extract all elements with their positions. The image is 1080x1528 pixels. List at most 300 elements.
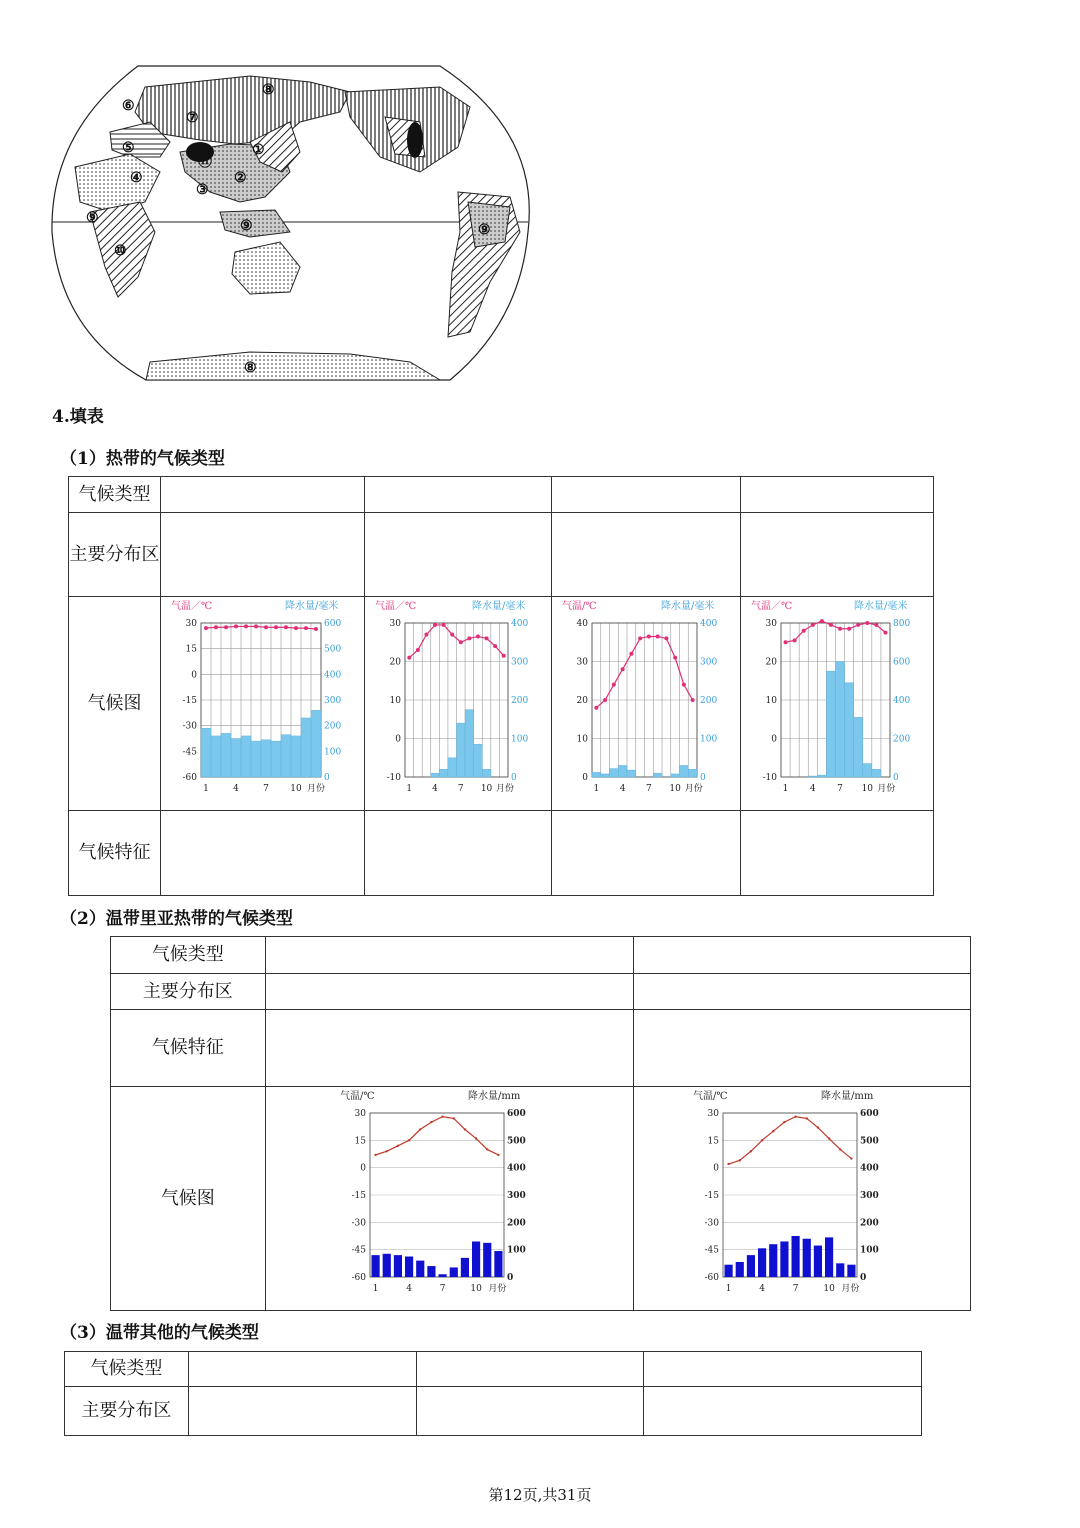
precip-bar — [845, 683, 854, 777]
row-label: 气候类型 — [65, 1352, 189, 1387]
month-tick-label: 4 — [619, 784, 626, 794]
precip-bar — [817, 775, 826, 777]
precip-bar — [484, 1243, 492, 1277]
temp-tick-label: -10 — [762, 773, 777, 783]
temp-point — [629, 652, 633, 656]
precip-bar — [271, 741, 281, 777]
climate-chart-cell — [741, 597, 934, 811]
precip-tick-label: 200 — [860, 1218, 879, 1229]
temp-point — [424, 633, 428, 637]
temp-tick-label: -45 — [704, 1245, 720, 1256]
temp-tick-label: 30 — [355, 1109, 367, 1119]
answer-cell[interactable] — [416, 1387, 644, 1436]
precip-bar — [618, 765, 627, 777]
temp-point — [850, 1157, 852, 1159]
temp-point — [204, 626, 208, 630]
temp-point — [450, 633, 454, 637]
precip-bar — [428, 1266, 436, 1277]
precip-bar — [736, 1262, 744, 1277]
temp-point — [498, 1154, 500, 1156]
precip-bar — [301, 718, 311, 777]
precip-tick-label: 0 — [860, 1273, 867, 1283]
temp-tick-label: 30 — [707, 1109, 720, 1119]
precip-bar — [610, 769, 619, 777]
temp-point — [442, 1115, 444, 1117]
temp-point — [304, 626, 308, 630]
temp-point — [485, 636, 489, 640]
precip-axis-label: 降水量/毫米 — [285, 601, 339, 612]
month-tick-label: 10 — [480, 784, 493, 794]
temp-axis-label: 气温／℃ — [171, 601, 213, 612]
map-marker: ⑥ — [122, 98, 135, 114]
temp-point — [656, 634, 660, 638]
climate-chart — [334, 1087, 564, 1305]
precip-bar — [836, 1263, 844, 1277]
answer-cell[interactable] — [644, 1352, 922, 1387]
precip-bar — [383, 1254, 391, 1277]
precip-tick-label: 300 — [511, 657, 529, 668]
part2-title: （2）温带里亚热带的气候类型 — [60, 909, 293, 929]
world-climate-map — [50, 62, 532, 384]
precip-bar — [372, 1255, 380, 1277]
answer-cell[interactable] — [188, 1387, 416, 1436]
precip-tick-label: 400 — [324, 670, 342, 681]
temp-point — [214, 625, 218, 629]
temp-tick-label: 40 — [576, 619, 589, 629]
answer-cell[interactable] — [188, 1352, 416, 1387]
temp-tick-label: 15 — [707, 1136, 720, 1147]
row-label: 气候图 — [111, 1087, 266, 1311]
climate-chart-cell — [161, 597, 365, 811]
precip-tick-label: 100 — [860, 1245, 879, 1256]
precip-bar — [231, 739, 241, 778]
precip-tick-label: 200 — [507, 1218, 527, 1229]
precip-bar — [792, 1236, 800, 1277]
answer-cell[interactable] — [365, 477, 552, 513]
precip-bar — [405, 1257, 413, 1278]
precip-bar — [847, 1265, 855, 1277]
temp-point — [802, 629, 806, 633]
temp-point — [806, 1117, 808, 1119]
precip-bar — [780, 1241, 788, 1277]
precip-bar — [474, 744, 483, 777]
precip-bar — [803, 1239, 811, 1277]
climate-chart — [365, 597, 550, 805]
temp-point — [612, 683, 616, 687]
precip-bar — [725, 1265, 733, 1277]
precip-bar — [281, 735, 291, 777]
temp-tick-label: 10 — [389, 696, 402, 706]
temp-point — [839, 1148, 841, 1150]
precip-bar — [601, 774, 610, 777]
map-marker: ⑪ — [198, 154, 212, 170]
temp-point — [784, 640, 788, 644]
temp-point — [856, 623, 860, 627]
temp-point — [442, 623, 446, 627]
month-tick-label: 7 — [837, 784, 843, 794]
temp-point — [829, 623, 833, 627]
temp-tick-label: 30 — [765, 619, 777, 629]
precip-tick-label: 500 — [507, 1136, 527, 1147]
temp-point — [795, 1115, 797, 1117]
row-label: 气候类型 — [69, 477, 161, 513]
page-footer: 第12页,共31页 — [488, 1486, 592, 1504]
precip-bar — [836, 662, 845, 778]
temp-tick-label: -45 — [351, 1245, 367, 1256]
precip-bar — [211, 736, 221, 777]
answer-cell[interactable] — [634, 1010, 971, 1087]
precip-bar — [826, 671, 835, 777]
month-tick-label: 1 — [203, 784, 209, 794]
temp-tick-label: -30 — [182, 721, 198, 732]
answer-cell[interactable] — [552, 811, 741, 896]
temp-point — [407, 656, 411, 660]
precip-bar — [311, 710, 321, 777]
month-axis-label: 月份 — [841, 1284, 860, 1294]
precip-tick-label: 500 — [324, 644, 342, 655]
row-label: 气候类型 — [111, 937, 266, 974]
temp-point — [408, 1139, 410, 1141]
temp-axis-label: 气温/℃ — [562, 601, 597, 612]
precip-tick-label: 100 — [324, 747, 342, 758]
answer-cell[interactable] — [552, 513, 741, 597]
precip-bar — [653, 773, 662, 777]
answer-cell[interactable] — [552, 477, 741, 513]
temp-point — [594, 706, 598, 710]
row-label: 气候特征 — [69, 811, 161, 896]
part1-title: （1）热带的气候类型 — [60, 449, 225, 469]
precip-tick-label: 0 — [893, 773, 899, 783]
answer-cell[interactable] — [741, 477, 934, 513]
temp-point — [793, 638, 797, 642]
temp-point — [682, 683, 686, 687]
temp-tick-label: 10 — [765, 696, 777, 706]
section-title: 4.填表 — [52, 407, 104, 427]
precip-tick-label: 400 — [507, 1163, 527, 1174]
map-marker: ④ — [130, 170, 143, 186]
precip-tick-label: 0 — [324, 773, 330, 783]
precip-bar — [417, 1261, 425, 1277]
month-tick-label: 7 — [263, 784, 269, 794]
temp-tick-label: -15 — [704, 1191, 720, 1201]
answer-cell[interactable] — [265, 1010, 634, 1087]
temp-tick-label: 30 — [389, 619, 402, 629]
precip-bar — [472, 1241, 480, 1277]
temp-tick-label: -30 — [704, 1218, 720, 1229]
temp-point — [838, 627, 842, 631]
precip-bar — [450, 1267, 458, 1277]
temp-tick-label: 30 — [576, 657, 589, 668]
temp-point — [475, 1137, 477, 1139]
row-label: 主要分布区 — [65, 1387, 189, 1436]
precip-bar — [461, 1258, 469, 1277]
temp-point — [739, 1159, 741, 1161]
month-tick-label: 7 — [440, 1284, 446, 1294]
temp-point — [638, 636, 642, 640]
temp-tick-label: -10 — [386, 773, 402, 783]
month-tick-label: 1 — [373, 1284, 379, 1294]
temp-point — [294, 626, 298, 630]
precip-bar — [201, 728, 211, 777]
precip-tick-label: 500 — [860, 1136, 879, 1147]
precip-bar — [627, 770, 636, 777]
precip-tick-label: 400 — [700, 619, 718, 629]
subtropical-climate-table — [110, 936, 971, 1311]
precip-bar — [457, 723, 466, 777]
month-axis-label: 月份 — [496, 784, 515, 794]
temp-tick-label: 10 — [576, 734, 589, 745]
temp-point — [397, 1145, 399, 1147]
temp-tick-label: -15 — [182, 696, 198, 706]
temp-point — [467, 636, 471, 640]
temp-point — [502, 654, 506, 658]
precip-tick-label: 800 — [893, 619, 911, 629]
temp-point — [493, 644, 497, 648]
temp-point — [874, 623, 878, 627]
map-marker: ⑧ — [244, 360, 257, 376]
row-label: 气候特征 — [111, 1010, 266, 1087]
temp-point — [234, 624, 238, 628]
precip-bar — [394, 1255, 402, 1277]
temp-tick-label: 15 — [355, 1136, 367, 1147]
temp-point — [728, 1163, 730, 1165]
climate-chart-cell — [365, 597, 552, 811]
temp-tick-label: 20 — [389, 657, 402, 668]
temp-point — [433, 623, 437, 627]
precip-bar — [251, 741, 261, 777]
month-tick-label: 7 — [457, 784, 464, 794]
rocky-highland — [407, 122, 423, 158]
precip-axis-label: 降水量/mm — [468, 1091, 521, 1102]
precip-tick-label: 600 — [324, 619, 342, 629]
answer-cell[interactable] — [161, 811, 365, 896]
month-tick-label: 10 — [861, 784, 874, 794]
answer-cell[interactable] — [644, 1387, 922, 1436]
temp-point — [386, 1150, 388, 1152]
precip-bar — [747, 1255, 755, 1277]
precip-bar — [592, 772, 601, 777]
temp-point — [691, 698, 695, 702]
climate-chart-cell — [634, 1087, 971, 1311]
precip-bar — [680, 765, 689, 777]
temp-tick-label: -30 — [351, 1218, 367, 1229]
precip-bar — [439, 769, 448, 777]
temp-point — [783, 1121, 785, 1123]
climate-chart — [552, 597, 739, 805]
temp-point — [314, 627, 318, 631]
map-marker: ⑩ — [114, 243, 127, 259]
month-axis-label: 月份 — [684, 784, 703, 794]
temperate-other-table — [64, 1351, 922, 1436]
answer-cell[interactable] — [265, 974, 634, 1010]
answer-cell[interactable] — [161, 477, 365, 513]
precip-axis-label: 降水量/毫米 — [472, 601, 526, 612]
row-label: 主要分布区 — [69, 513, 161, 597]
temp-tick-label: -60 — [351, 1273, 367, 1283]
precip-tick-label: 400 — [511, 619, 529, 629]
temp-point — [254, 624, 258, 628]
temp-tick-label: 0 — [191, 670, 198, 681]
temp-tick-label: 20 — [765, 657, 777, 668]
precip-bar — [863, 764, 872, 777]
month-tick-label: 1 — [782, 784, 789, 794]
climate-chart — [161, 597, 363, 805]
precip-bar — [495, 1251, 503, 1277]
month-tick-label: 10 — [669, 784, 681, 794]
precip-tick-label: 400 — [893, 696, 911, 706]
precip-bar — [758, 1248, 766, 1277]
precip-bar — [854, 717, 863, 777]
temp-line — [376, 1117, 499, 1155]
temp-point — [453, 1117, 455, 1119]
temp-point — [820, 619, 824, 623]
precip-bar — [448, 758, 457, 777]
climate-chart — [741, 597, 932, 805]
answer-cell[interactable] — [365, 811, 552, 896]
month-axis-label: 月份 — [307, 784, 326, 794]
precip-bar — [814, 1246, 822, 1277]
temp-point — [244, 624, 248, 628]
precip-bar — [221, 733, 231, 777]
temp-point — [603, 698, 607, 702]
temp-point — [664, 636, 668, 640]
month-tick-label: 10 — [823, 1284, 835, 1294]
temp-axis-label: 气温/℃ — [340, 1091, 376, 1102]
temp-tick-label: 0 — [713, 1163, 720, 1174]
month-tick-label: 10 — [470, 1284, 483, 1294]
temp-point — [673, 656, 677, 660]
temp-tick-label: -45 — [182, 747, 198, 758]
answer-cell[interactable] — [634, 974, 971, 1010]
temp-point — [487, 1148, 489, 1150]
month-tick-label: 4 — [233, 784, 239, 794]
precip-tick-label: 200 — [511, 696, 529, 706]
map-marker: ⑨ — [478, 222, 491, 238]
answer-cell[interactable] — [265, 937, 634, 974]
map-marker: ⑨ — [240, 218, 253, 234]
map-marker: ③ — [196, 182, 209, 198]
temp-point — [274, 625, 278, 629]
tropical-climate-table — [68, 476, 934, 896]
temp-point — [476, 634, 480, 638]
temp-tick-label: 0 — [395, 734, 402, 745]
month-tick-label: 10 — [290, 784, 302, 794]
precip-bar — [465, 710, 474, 777]
temp-point — [420, 1128, 422, 1130]
precip-axis-label: 降水量/mm — [821, 1091, 874, 1102]
precip-tick-label: 100 — [511, 734, 529, 745]
temp-tick-label: 0 — [360, 1163, 367, 1174]
precip-tick-label: 100 — [700, 734, 718, 745]
precip-bar — [482, 769, 491, 777]
answer-cell[interactable] — [416, 1352, 644, 1387]
precip-axis-label: 降水量/毫米 — [661, 601, 715, 612]
temp-tick-label: 20 — [576, 696, 589, 706]
temp-point — [431, 1121, 433, 1123]
precip-bar — [261, 740, 271, 777]
temp-point — [811, 623, 815, 627]
answer-cell[interactable] — [634, 937, 971, 974]
precip-bar — [825, 1237, 833, 1277]
map-marker: ⑨ — [86, 210, 99, 226]
precip-bar — [431, 773, 440, 777]
precip-bar — [671, 774, 680, 777]
precip-tick-label: 200 — [893, 734, 911, 745]
precip-tick-label: 200 — [324, 721, 342, 732]
temp-point — [375, 1154, 377, 1156]
month-tick-label: 7 — [646, 784, 652, 794]
precip-tick-label: 300 — [324, 696, 342, 706]
temp-point — [647, 634, 651, 638]
precip-tick-label: 600 — [860, 1109, 879, 1119]
temp-point — [817, 1126, 819, 1128]
map-marker: ⑦ — [186, 110, 199, 126]
month-tick-label: 7 — [792, 1284, 799, 1294]
answer-cell[interactable] — [161, 513, 365, 597]
month-tick-label: 1 — [593, 784, 600, 794]
temp-point — [284, 625, 288, 629]
temp-point — [883, 631, 887, 635]
map-marker: ⑧ — [262, 82, 275, 98]
precip-tick-label: 300 — [700, 657, 718, 668]
precip-tick-label: 400 — [860, 1163, 879, 1174]
temp-point — [772, 1130, 774, 1132]
precip-bar — [241, 736, 251, 777]
temp-tick-label: 0 — [582, 773, 589, 783]
month-tick-label: 1 — [406, 784, 413, 794]
temp-point — [761, 1139, 763, 1141]
precip-tick-label: 600 — [893, 657, 911, 668]
temp-tick-label: 0 — [771, 734, 777, 745]
precip-bar — [291, 736, 301, 777]
precip-bar — [872, 769, 881, 777]
precip-tick-label: 0 — [511, 773, 517, 783]
month-axis-label: 月份 — [488, 1284, 507, 1294]
temp-point — [621, 667, 625, 671]
precip-bar — [808, 776, 817, 777]
month-tick-label: 1 — [725, 1284, 732, 1294]
precip-tick-label: 100 — [507, 1245, 527, 1256]
temp-point — [416, 648, 420, 652]
month-tick-label: 4 — [432, 784, 438, 794]
temp-axis-label: 气温／℃ — [375, 601, 417, 612]
temp-point — [865, 621, 869, 625]
temp-axis-label: 气温/℃ — [693, 1091, 728, 1102]
temp-tick-label: -60 — [704, 1273, 720, 1283]
temp-point — [224, 625, 228, 629]
precip-bar — [688, 769, 697, 777]
map-marker: ① — [252, 142, 265, 158]
temp-point — [847, 627, 851, 631]
temp-point — [264, 625, 268, 629]
precip-tick-label: 0 — [700, 773, 706, 783]
climate-chart-cell — [552, 597, 741, 811]
climate-chart-cell — [265, 1087, 634, 1311]
answer-cell[interactable] — [741, 811, 934, 896]
temp-axis-label: 气温／℃ — [751, 601, 793, 612]
temp-tick-label: 30 — [185, 619, 198, 629]
answer-cell[interactable] — [741, 513, 934, 597]
month-tick-label: 4 — [759, 1284, 766, 1294]
precip-tick-label: 200 — [700, 696, 718, 706]
map-marker: ⑤ — [122, 140, 135, 156]
answer-cell[interactable] — [365, 513, 552, 597]
precip-tick-label: 0 — [507, 1273, 514, 1283]
temp-tick-label: -15 — [351, 1191, 367, 1201]
precip-axis-label: 降水量/毫米 — [854, 601, 908, 612]
precip-tick-label: 600 — [507, 1109, 527, 1119]
temp-point — [459, 640, 463, 644]
